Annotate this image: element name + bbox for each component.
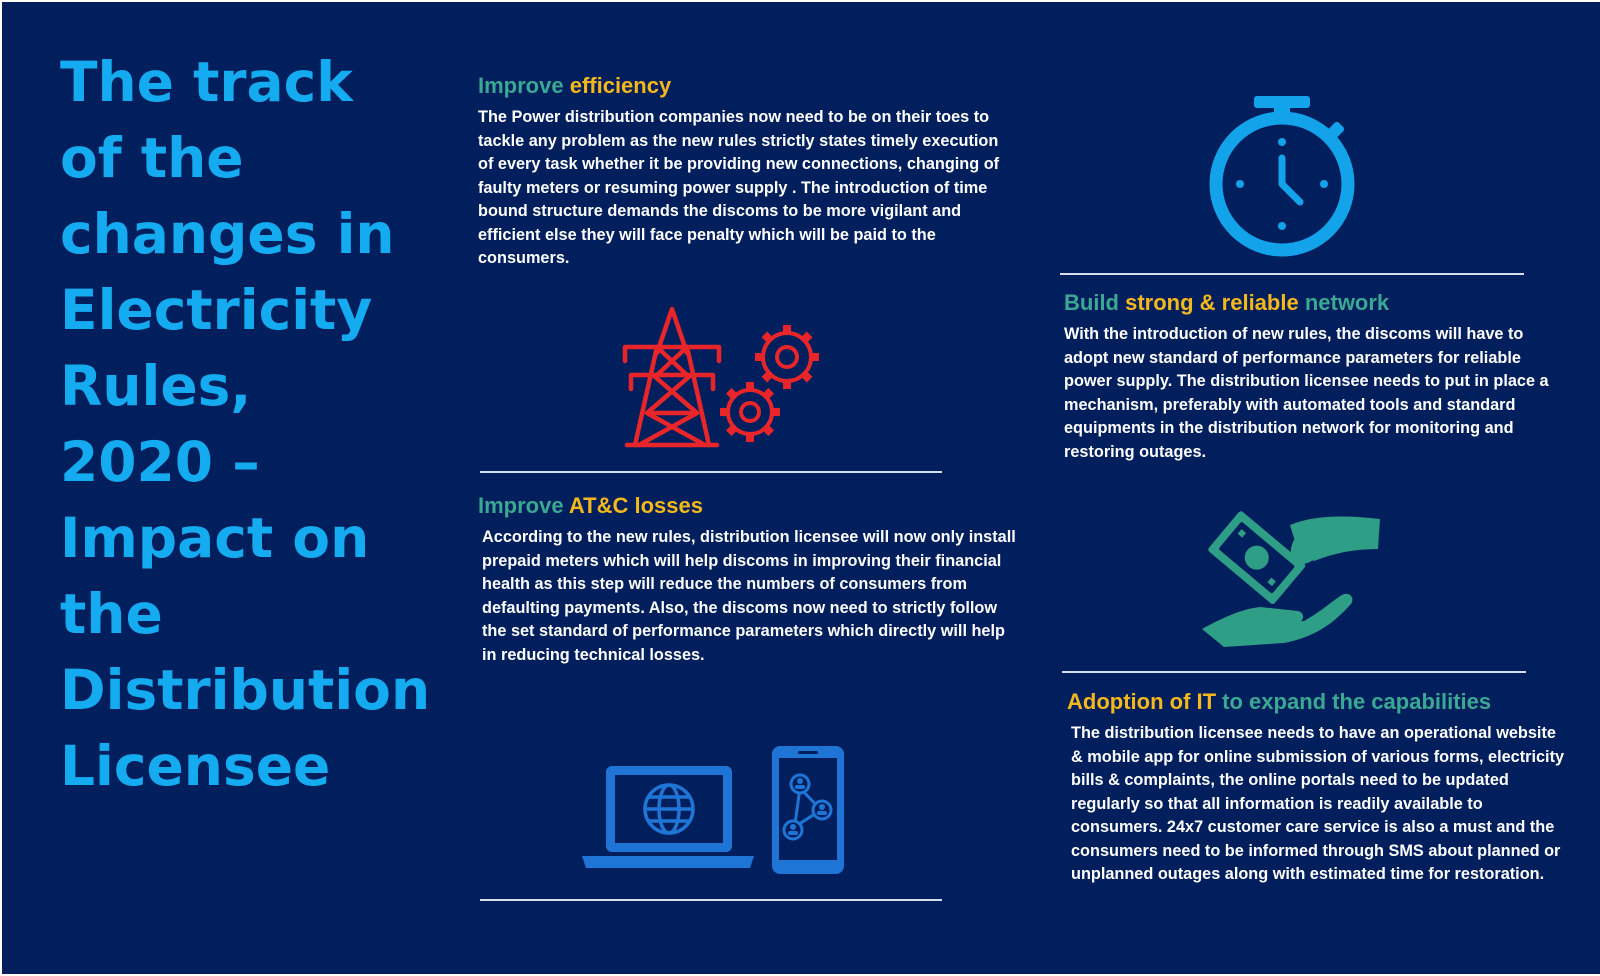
page-title: The track of the changes in Electricity Rules, 2020 – Impact on the Distribution Licensee xyxy=(60,50,431,798)
section-improve-atc-losses xyxy=(478,492,1018,667)
section-heading: Build strong & reliable network xyxy=(1064,290,1390,315)
divider-right-top xyxy=(1060,273,1524,275)
section-heading: Improve efficiency xyxy=(478,73,672,98)
laptop-phone-icon xyxy=(582,744,847,876)
section-body: With the introduction of new rules, the discoms will have to adopt new standard of performance parameters for reliable power supply. The distribution licensee needs to put in place a mechanism, preferably with automated tools and standard equipments in the distribution network for monitoring and restoring outages. xyxy=(1064,325,1549,461)
divider-left-bottom xyxy=(480,899,942,901)
infographic-slide xyxy=(2,2,1600,974)
section-body: The distribution licensee needs to have an operational website & mobile app for online submission of various forms, electricity bills & complaints, the online portals need to be updated regularly so that all information is readily available to consumers. 24x7 customer care service is also a must and the consumers need to be informed through SMS about planned or unplanned outages along with estimated time for restoration. xyxy=(1071,724,1565,883)
section-body: According to the new rules, distribution licensee will now only install prepaid meters which will help discoms in improving their financial health as this step will reduce the numbers of consumers from defaulting payments. Also, the discoms now need to strictly follow the set standard of performance parameters which directly will help in reducing technical losses. xyxy=(482,528,1016,664)
section-heading: Improve AT&C losses xyxy=(478,493,703,518)
stopwatch-icon xyxy=(1202,92,1362,258)
divider-right-bottom xyxy=(1062,671,1526,673)
money-hand-icon xyxy=(1194,505,1384,653)
divider-left-top xyxy=(480,471,942,473)
section-heading: Adoption of IT to expand the capabilities xyxy=(1067,689,1492,714)
section-improve-efficiency xyxy=(478,72,1018,271)
section-body: The Power distribution companies now need to be on their toes to tackle any problem as the new rules strictly states timely execution of every task whether it be providing new connections, changing of faulty meters or resuming power supply . The introduction of time bound structure demands the discoms to be more vigilant and efficient else they will face penalty which will be paid to the consumers. xyxy=(478,108,1000,267)
section-build-network xyxy=(1064,289,1564,464)
power-tower-gears-icon xyxy=(617,305,837,453)
section-adoption-of-it xyxy=(1067,688,1567,887)
